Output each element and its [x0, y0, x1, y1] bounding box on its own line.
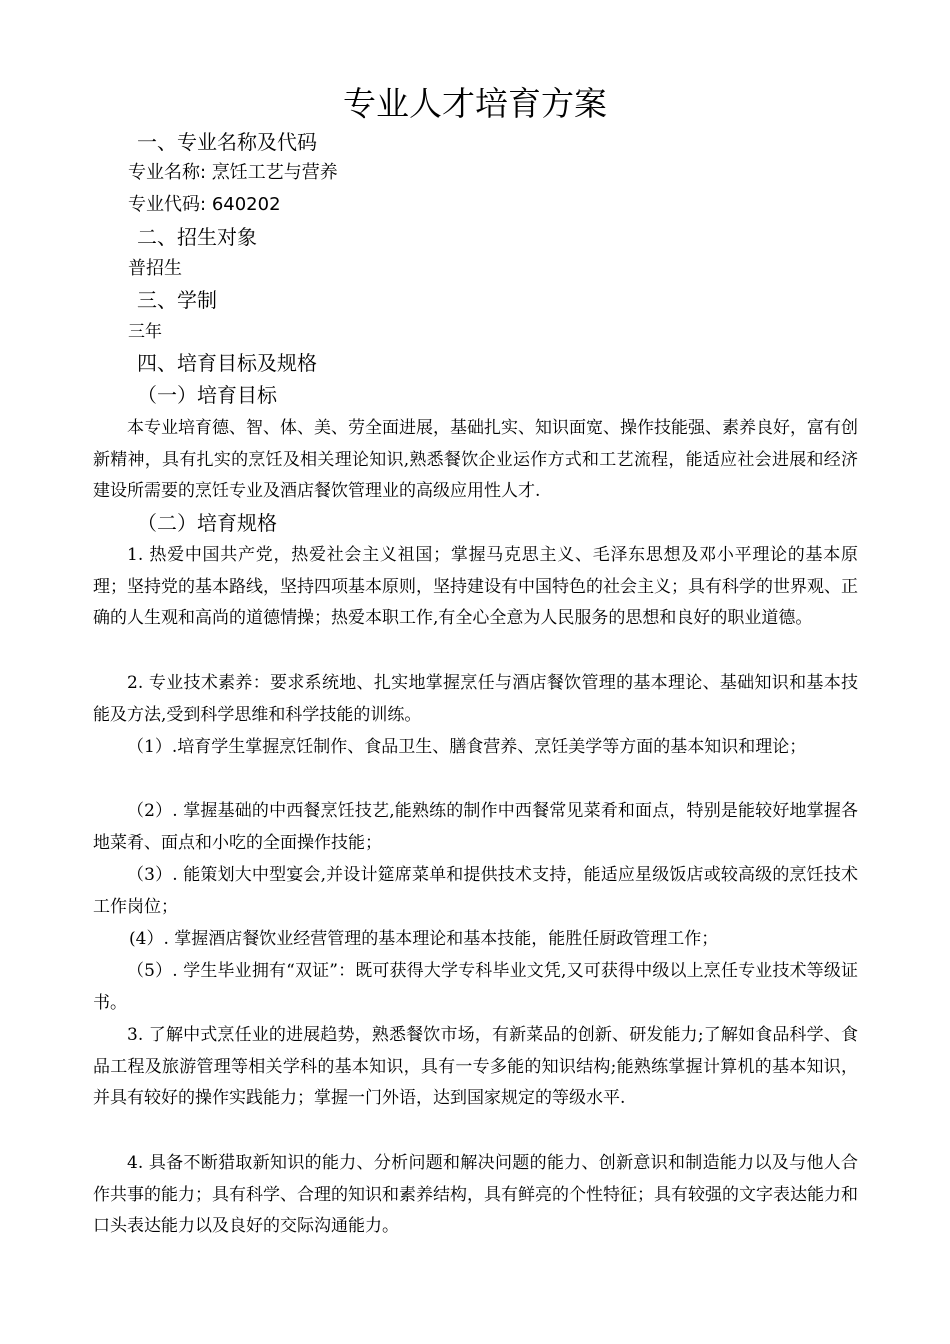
subsection-heading-spec: （二）培育规格	[137, 511, 277, 535]
spec-item-2-2: （2）. 掌握基础的中西餐烹饪技艺,能熟练的制作中西餐常见菜肴和面点，特别是能较好地掌握各地菜肴、面点和小吃的全面操作技能；	[93, 801, 858, 853]
enrollment-value: 普招生	[128, 258, 182, 279]
section-heading-enrollment: 二、招生对象	[137, 225, 257, 249]
major-code-value: 640202	[211, 194, 281, 215]
section-heading-major: 一、专业名称及代码	[137, 130, 317, 154]
spec-item-3: 3. 了解中式烹任业的进展趋势，熟悉餐饮市场，有新菜品的创新、研发能力;了解如食品科学、食品工程及旅游管理等相关学科的基本知识，具有一专多能的知识结构;能熟练掌握计算机的基本知识，并具有较好的操作实践能力；掌握一门外语，达到国家规定的等级水平.	[93, 1025, 858, 1108]
major-name-label: 专业名称:	[128, 162, 207, 183]
section-heading-objectives: 四、培育目标及规格	[137, 351, 317, 375]
major-code-label: 专业代码:	[128, 194, 207, 215]
section-heading-duration: 三、学制	[137, 288, 217, 312]
major-code-row	[128, 191, 281, 219]
spec-item-1: 1. 热爱中国共产党，热爱社会主义祖国；掌握马克思主义、毛泽东思想及邓小平理论的基本原理；坚持党的基本路线，坚持四项基本原则，坚持建设有中国特色的社会主义；具有科学的世界观、正确的人生观和高尚的道德情操；热爱本职工作,有全心全意为人民服务的思想和良好的职业道德。	[93, 545, 858, 628]
spec-item-2-5: （5）. 学生毕业拥有“双证”：既可获得大学专科毕业文凭,又可获得中级以上烹任专业技术等级证书。	[93, 961, 858, 1013]
spec-item-4: 4. 具备不断猎取新知识的能力、分析问题和解决问题的能力、创新意识和制造能力以及与他人合作共事的能力；具有科学、合理的知识和素养结构，具有鲜亮的个性特征；具有较强的文字表达能力和口头表达能力以及良好的交际沟通能力。	[93, 1153, 858, 1236]
spec-item-2: 2. 专业技术素养：要求系统地、扎实地掌握烹任与酒店餐饮管理的基本理论、基础知识和基本技能及方法,受到科学思维和科学技能的训练。	[93, 673, 858, 725]
page-title: 专业人才培育方案	[343, 84, 607, 123]
spec-item-2-3: （3）. 能策划大中型宴会,并设计筵席菜单和提供技术支持，能适应星级饭店或较高级的烹饪技术工作岗位；	[93, 865, 858, 917]
major-name-value: 烹饪工艺与营养	[211, 162, 338, 183]
duration-value: 三年	[128, 322, 162, 342]
subsection-heading-goal: （一）培育目标	[137, 383, 277, 407]
goal-paragraph: 本专业培育德、智、体、美、劳全面进展，基础扎实、知识面宽、操作技能强、素养良好，富有创新精神，具有扎实的烹饪及相关理论知识,熟悉餐饮企业运作方式和工艺流程，能适应社会进展和经济建设所需要的烹饪专业及酒店餐饮管理业的高级应用性人才.	[93, 418, 858, 501]
spec-item-2-4: (4）. 掌握酒店餐饮业经营管理的基本理论和基本技能，能胜任厨政管理工作；	[129, 929, 719, 949]
major-name-row	[128, 159, 338, 187]
spec-item-2-1: （1）.培育学生掌握烹饪制作、食品卫生、膳食营养、烹饪美学等方面的基本知识和理论；	[127, 737, 807, 757]
